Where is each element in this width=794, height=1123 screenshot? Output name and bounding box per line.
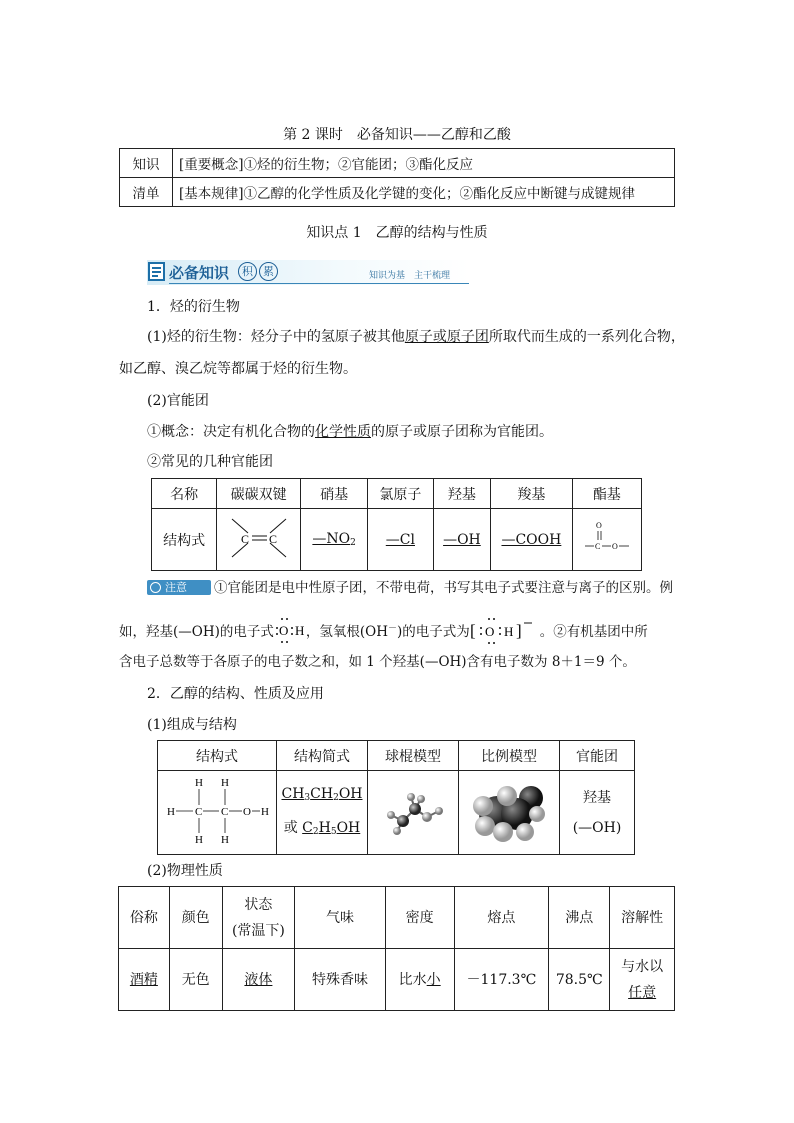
blank-answer: 原子或原子团 [404, 329, 489, 345]
knowledge-list-table [119, 148, 675, 207]
hydroxyl-formula: —OH [443, 531, 481, 548]
blank-answer: 任意 [628, 984, 657, 1001]
pp-solubility [610, 949, 675, 1011]
carbon-double-bond-diagram [226, 513, 292, 563]
para-composition: (1)组成与结构 [147, 717, 237, 733]
pp-name [119, 949, 170, 1011]
ethanol-structure-table [157, 740, 635, 855]
fg-header: 酯基 [572, 479, 641, 509]
svg-text:H: H [294, 623, 305, 638]
svg-text:C: C [240, 531, 249, 546]
pp-header: 熔点 [454, 887, 549, 949]
pp-boiling-point: 78.5℃ [549, 949, 610, 1011]
hydroxyl-electron-formula [274, 614, 306, 646]
blank-answer: 酒精 [129, 971, 158, 988]
svg-text:C: C [195, 805, 203, 818]
st-header: 官能团 [560, 741, 635, 771]
carboxyl-formula: —COOH [501, 531, 562, 548]
pp-color: 无色 [169, 949, 222, 1011]
svg-text:C: C [268, 531, 277, 546]
pp-header: 气味 [295, 887, 386, 949]
formula-c2h5oh: $C_2H_5OH$ [302, 819, 361, 837]
st-header: 结构式 [158, 741, 277, 771]
ball-stick-model-image [377, 781, 449, 841]
st-header: 球棍模型 [368, 741, 459, 771]
physical-properties-table [118, 886, 675, 1011]
fg-header: 羟基 [433, 479, 491, 509]
para-physical: (2)物理性质 [147, 863, 223, 879]
text: 的原子或原子团称为官能团。 [371, 424, 553, 440]
banner-badge-1: 积 [238, 262, 257, 281]
svg-text:C: C [221, 805, 229, 818]
note-line-1: ①官能团是电中性原子团，不带电荷，书写其电子式要注意与离子的区别。例 [214, 580, 673, 596]
double-bond-structure [217, 509, 301, 571]
fg-header: 羧基 [491, 479, 572, 509]
banner-tag: 知识为基 主干梳理 [369, 271, 451, 281]
text: 状态 [244, 896, 273, 913]
section-banner [147, 260, 469, 285]
pp-density [385, 949, 454, 1011]
svg-text:H: H [221, 776, 229, 789]
knowledge-label-top: 知识 [120, 149, 173, 178]
nitro-formula: $—NO_2$ [312, 531, 356, 548]
svg-text:O: O [243, 805, 251, 818]
svg-text:C: C [594, 541, 601, 551]
heading-ethanol: 2．乙醇的结构、性质及应用 [147, 686, 324, 702]
fg-header: 氯原子 [368, 479, 433, 509]
book-icon [148, 262, 165, 281]
text: (1)烃的衍生物：烃分子中的氢原子被其他 [147, 329, 405, 345]
pp-smell: 特殊香味 [295, 949, 386, 1011]
para-functional-group: (2)官能团 [147, 393, 209, 409]
note-line-3: 含电子总数等于各原子的电子数之和，如 1 个羟基(—OH)含有电子数为 8＋1＝9 个。 [119, 654, 636, 670]
chloro-structure [368, 509, 433, 571]
space-filling-model-image [467, 776, 551, 846]
chloro-formula: —Cl [385, 531, 415, 548]
banner-badge-2: 累 [259, 262, 278, 281]
st-header: 结构简式 [277, 741, 368, 771]
svg-text:O: O [278, 623, 289, 638]
ester-structure [572, 509, 641, 571]
para-derivative-def [147, 327, 685, 347]
fg-header: 名称 [152, 479, 217, 509]
knowledge-row-rules: [基本规律]①乙醇的化学性质及化学键的变化；②酯化反应中断键与成键规律 [173, 178, 675, 207]
nitro-structure [301, 509, 368, 571]
ethanol-simple-formula [277, 771, 368, 855]
fg-header: 硝基 [301, 479, 368, 509]
blank-answer: 小 [426, 971, 441, 988]
svg-text:[: [ [469, 621, 476, 640]
text: 或 [283, 819, 298, 836]
pp-header: 沸点 [549, 887, 610, 949]
svg-text:O: O [484, 624, 495, 639]
banner-main: 必备知识 [169, 264, 230, 282]
text: (常温下) [231, 922, 285, 939]
blank-answer: 液体 [244, 971, 273, 988]
svg-text:H: H [195, 776, 203, 789]
pp-header-state [222, 887, 295, 949]
svg-text:O: O [595, 520, 602, 530]
ethanol-functional-group [560, 771, 635, 855]
svg-text:H: H [221, 833, 229, 846]
heading-derivatives: 1．烃的衍生物 [147, 299, 240, 315]
text: 如，羟基(—OH)的电子式 [119, 624, 274, 640]
text: )的电子式为 [397, 624, 470, 640]
para-derivative-line2: 如乙醇、溴乙烷等都属于烃的衍生物。 [119, 361, 357, 377]
note-tag-label: 注意 [165, 581, 187, 594]
hydroxide-electron-formula [470, 614, 540, 646]
text: ，氢氧根(OH [305, 624, 388, 640]
para-common-groups: ②常见的几种官能团 [147, 454, 273, 470]
text: 与水以 [621, 958, 664, 975]
pp-state [222, 949, 295, 1011]
svg-text:H: H [195, 833, 203, 846]
pp-header: 密度 [385, 887, 454, 949]
alarm-clock-icon [150, 582, 161, 593]
para-concept [147, 422, 553, 442]
ethanol-structure-diagram [163, 776, 271, 846]
text: 比水 [398, 971, 427, 988]
note-line-2: 如，羟基(—OH)的电子式 O H ，氢氧根(OH－)的电子式为 [ O H ] 。②有机基团中所 [119, 614, 648, 646]
svg-text:H: H [261, 805, 269, 818]
blank-answer: 化学性质 [315, 424, 371, 440]
hydroxyl-structure [433, 509, 491, 571]
pp-header: 俗称 [119, 887, 170, 949]
svg-text:]: ] [515, 621, 522, 640]
svg-text:H: H [167, 805, 175, 818]
text: ①概念：决定有机化合物的 [147, 424, 315, 440]
note-tag [147, 580, 211, 595]
section-title: 知识点 1 乙醇的结构与性质 [306, 225, 488, 241]
pp-melting-point: －117.3℃ [454, 949, 549, 1011]
formula-ch3ch2oh: $CH_3CH_2OH$ [281, 785, 363, 803]
st-header: 比例模型 [459, 741, 560, 771]
text: 。②有机基团中所 [539, 624, 648, 640]
pp-header: 溶解性 [610, 887, 675, 949]
fg-row-label: 结构式 [152, 509, 217, 571]
svg-text:H: H [503, 624, 514, 639]
ester-group-diagram [583, 518, 631, 558]
knowledge-label-bottom: 清单 [120, 178, 173, 207]
text: (—OH) [572, 819, 622, 836]
functional-group-table [151, 478, 642, 571]
fg-header: 碳碳双键 [217, 479, 301, 509]
page-title: 第 2 课时 必备知识——乙醇和乙酸 [283, 127, 511, 143]
space-filling-model [459, 771, 560, 855]
ethanol-structural-formula [158, 771, 277, 855]
text: 羟基 [583, 789, 611, 806]
pp-header: 颜色 [169, 887, 222, 949]
ball-stick-model [368, 771, 459, 855]
svg-text:O: O [611, 541, 618, 551]
knowledge-row-concepts: [重要概念]①烃的衍生物；②官能团；③酯化反应 [173, 149, 675, 178]
carboxyl-structure [491, 509, 572, 571]
text: 所取代而生成的一系列化合物， [488, 329, 685, 345]
